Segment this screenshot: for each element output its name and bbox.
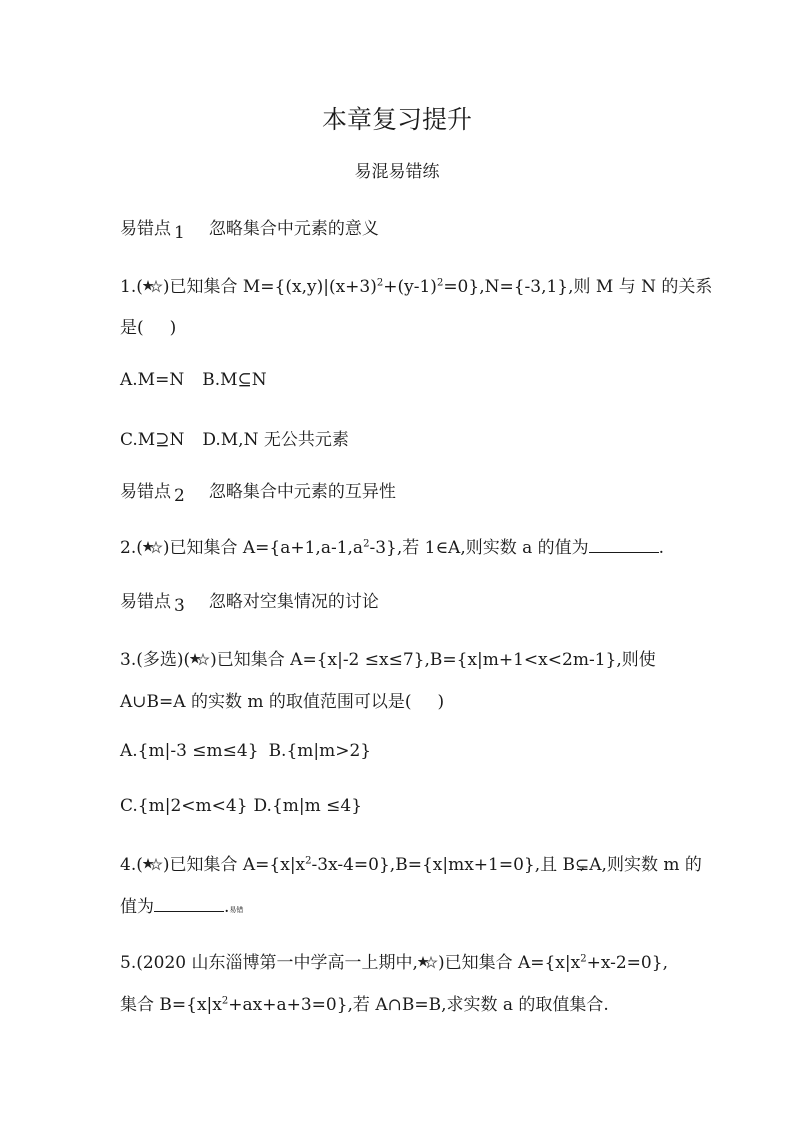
- option-c: C.M⊇N: [120, 430, 185, 450]
- question-4-line-2: 值为 .易错: [120, 897, 244, 917]
- question-3-options-ab: [120, 741, 680, 761]
- question-3-line-2: A∪B=A 的实数 m 的取值范围可以是( ): [120, 692, 445, 712]
- page-subtitle: 易混易错练: [354, 162, 440, 182]
- option-a: A.{m|-3 ≤m≤4}: [120, 741, 259, 761]
- answer-blank[interactable]: [154, 897, 224, 912]
- option-d: D.{m|m ≤4}: [253, 796, 363, 816]
- question-1-options-ab: [120, 370, 680, 390]
- option-d: D.M,N 无公共元素: [202, 430, 349, 450]
- question-1-options-cd: [120, 425, 680, 450]
- section-heading-1: 易错点 1 忽略集合中元素的意义: [120, 219, 379, 243]
- section-heading-2: 易错点 2 忽略集合中元素的互异性: [120, 482, 396, 506]
- option-b: B.M⊆N: [202, 370, 267, 390]
- question-4-line-1: 4.( )已知集合 $A=\{x|x^2-3x-4=0\},B=\{x|mx+1=0\}$,且 B⊊A,则实数 m 的: [120, 855, 702, 875]
- section-heading-3: 易错点 3 忽略对空集情况的讨论: [120, 592, 379, 616]
- option-c: C.{m|2<m<4}: [120, 796, 248, 816]
- option-a: A.M=N: [120, 370, 185, 390]
- difficulty-star-icon: [190, 653, 210, 666]
- difficulty-star-icon: [143, 280, 163, 293]
- difficulty-star-icon: [418, 956, 438, 969]
- question-1-line-2: 是( ): [120, 318, 177, 338]
- question-3-line-1: 3.(多选)( )已知集合 A={x|-2 ≤x≤7},B={x|m+1<x<2m-1},则使: [120, 650, 656, 670]
- option-b: B.{m|m>2}: [268, 741, 372, 761]
- answer-blank[interactable]: [589, 538, 659, 553]
- page-title: 本章复习提升: [321, 105, 472, 134]
- difficulty-star-icon: [143, 541, 163, 554]
- difficulty-star-icon: [143, 858, 163, 871]
- question-5-line-1: 5.(2020 山东淄博第一中学高一上期中, )已知集合 $A=\{x|x^2+x-2=0\}$,: [120, 953, 668, 973]
- question-1-line-1: 1.( )已知集合 $M=\{(x,y)|(x+3)^2+(y-1)^2=0\},N=\{-3,1\}$,则 M 与 N 的关系: [120, 277, 713, 297]
- question-3-options-cd: [120, 796, 680, 816]
- question-2: 2.( )已知集合 $A=\{a+1,a-1,a^2-3\}$,若 1∈A,则实数 a 的值为 .: [120, 538, 665, 558]
- question-5-line-2: 集合 $B=\{x|x^2+ax+a+3=0\}$,若 A∩B=B,求实数 a 的取值集合.: [120, 995, 609, 1015]
- error-prone-mark: 易错: [229, 906, 244, 914]
